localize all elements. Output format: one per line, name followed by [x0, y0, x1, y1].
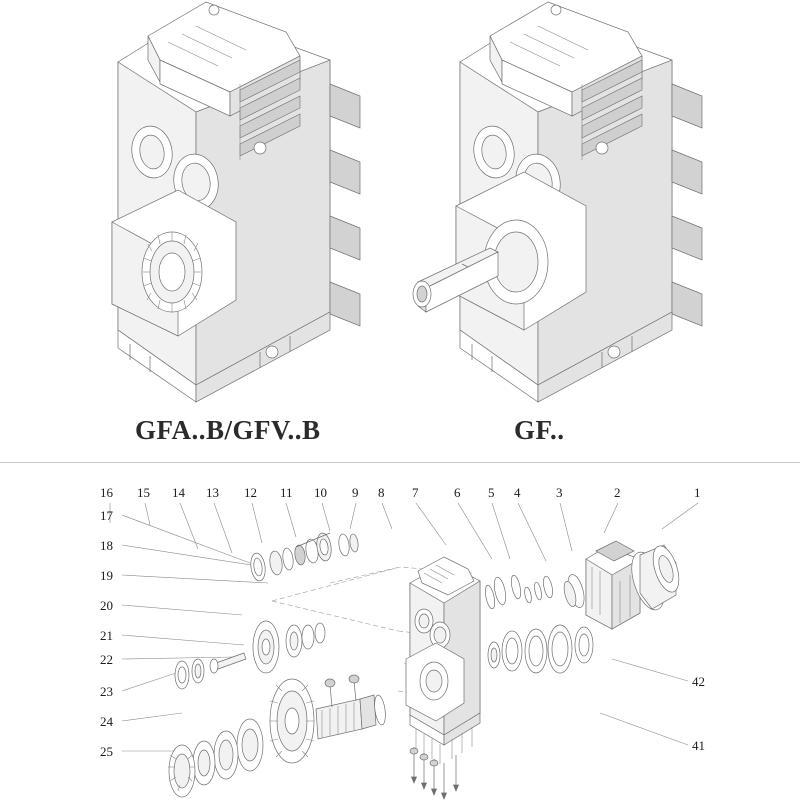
exploded-view-container	[0, 463, 800, 800]
callout-6: 6	[454, 485, 461, 500]
callout-23: 23	[100, 684, 113, 699]
callout-12: 12	[244, 485, 257, 500]
callout-8: 8	[378, 485, 385, 500]
callout-24: 24	[100, 714, 113, 729]
callout-14: 14	[172, 485, 185, 500]
callout-13: 13	[206, 485, 219, 500]
exploded-assembly-drawing	[0, 463, 800, 800]
callout-2: 2	[614, 485, 621, 500]
callout-20: 20	[100, 598, 113, 613]
callout-1: 1	[694, 485, 701, 500]
callout-10: 10	[314, 485, 327, 500]
callout-22: 22	[100, 652, 113, 667]
view-label-right: GF..	[514, 415, 565, 445]
callout-25: 25	[100, 744, 113, 759]
callout-42: 42	[692, 674, 705, 689]
callout-11: 11	[280, 485, 293, 500]
callout-41: 41	[692, 738, 705, 753]
callout-9: 9	[352, 485, 359, 500]
callout-4: 4	[514, 485, 521, 500]
view-label-left: GFA..B/GFV..B	[135, 415, 321, 445]
callout-19: 19	[100, 568, 113, 583]
callout-16: 16	[100, 485, 113, 500]
callout-18: 18	[100, 538, 113, 553]
callout-15: 15	[137, 485, 150, 500]
callout-7: 7	[412, 485, 419, 500]
callout-3: 3	[556, 485, 563, 500]
callout-21: 21	[100, 628, 113, 643]
callout-5: 5	[488, 485, 495, 500]
gearbox-view-right-drawing	[400, 0, 800, 410]
callout-17: 17	[100, 508, 113, 523]
gearbox-view-left-drawing	[0, 0, 400, 410]
